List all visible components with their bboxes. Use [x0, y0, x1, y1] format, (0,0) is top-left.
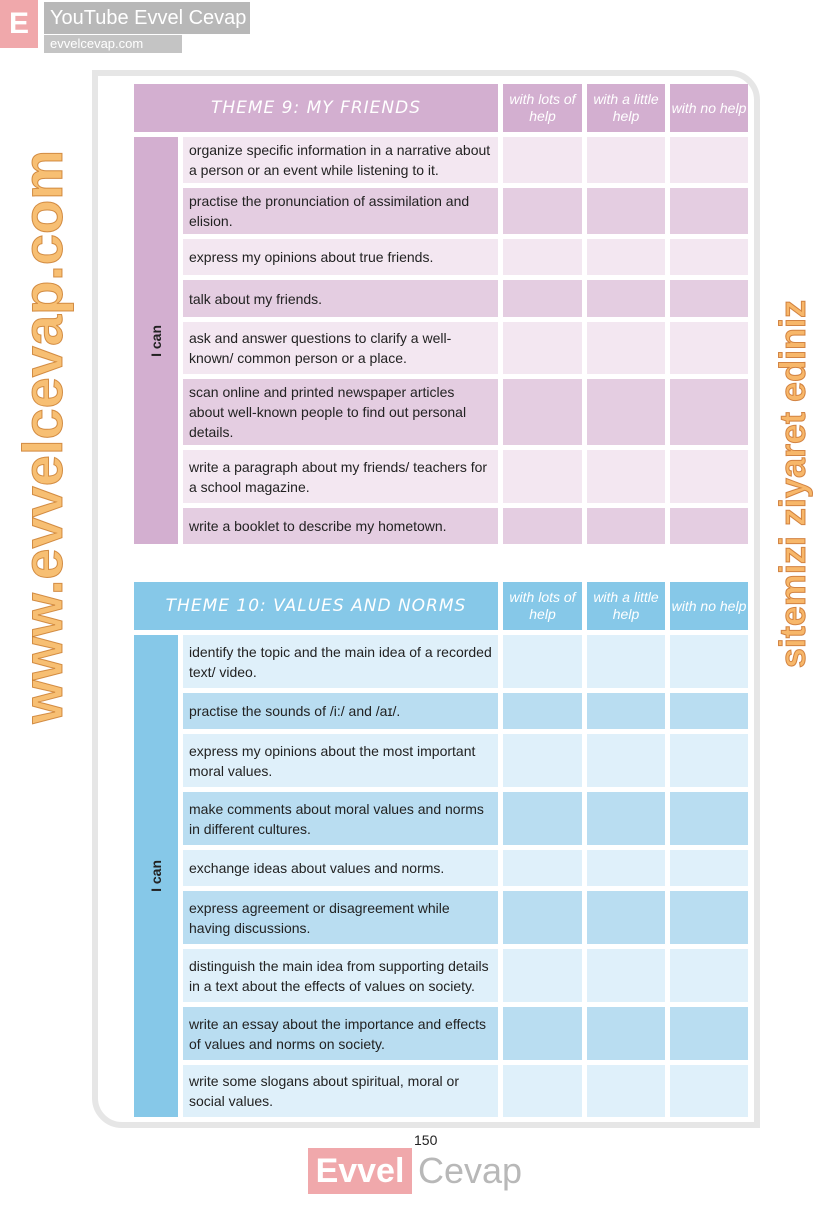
rating-cell[interactable] — [587, 280, 665, 317]
can-do-statement: talk about my friends. — [183, 280, 498, 317]
can-do-statement: write a booklet to describe my hometown. — [183, 508, 498, 544]
rating-cell[interactable] — [503, 792, 582, 845]
rating-cell[interactable] — [670, 239, 748, 275]
can-do-statement: express agreement or disagreement while having discussions. — [183, 891, 498, 944]
page-column — [0, 70, 831, 1208]
rating-cell[interactable] — [587, 188, 665, 234]
rating-cell[interactable] — [503, 239, 582, 275]
can-do-statement: make comments about moral values and norms in different cultures. — [183, 792, 498, 845]
rating-cell[interactable] — [670, 635, 748, 688]
rating-cell[interactable] — [503, 734, 582, 787]
rating-cell[interactable] — [670, 280, 748, 317]
rating-cell[interactable] — [503, 188, 582, 234]
footer-logo-evvel: Evvel — [308, 1148, 412, 1194]
page-footer — [0, 1128, 831, 1208]
rating-cell[interactable] — [503, 1007, 582, 1060]
rating-cell[interactable] — [587, 734, 665, 787]
rating-cell[interactable] — [503, 949, 582, 1002]
page-frame — [92, 70, 760, 1128]
rating-cell[interactable] — [670, 693, 748, 729]
theme-10-title: THEME 10: VALUES AND NORMS — [134, 582, 498, 630]
rating-cell[interactable] — [670, 792, 748, 845]
theme-9-table — [134, 84, 754, 544]
i-can-label — [134, 137, 178, 544]
rating-cell[interactable] — [587, 792, 665, 845]
rating-cell[interactable] — [670, 1065, 748, 1117]
rating-cell[interactable] — [587, 508, 665, 544]
i-can-label — [134, 635, 178, 1117]
rating-cell[interactable] — [503, 508, 582, 544]
rating-cell[interactable] — [587, 239, 665, 275]
watermark: www.evvelcevap.com — [11, 150, 74, 724]
column-header: with a little help — [587, 582, 665, 630]
can-do-statement: write some slogans about spiritual, moral or social values. — [183, 1065, 498, 1117]
rating-cell[interactable] — [670, 322, 748, 374]
rating-cell[interactable] — [670, 1007, 748, 1060]
column-header: with no help — [670, 84, 748, 132]
i-can-text: I can — [148, 860, 164, 892]
can-do-statement: distinguish the main idea from supporting details in a text about the effects of values on society. — [183, 949, 498, 1002]
site-label: evvelcevap.com — [44, 35, 182, 53]
can-do-statement: express my opinions about true friends. — [183, 239, 498, 275]
rating-cell[interactable] — [587, 1007, 665, 1060]
rating-cell[interactable] — [670, 891, 748, 944]
rating-cell[interactable] — [670, 949, 748, 1002]
can-do-statement: practise the sounds of /i:/ and /aɪ/. — [183, 693, 498, 729]
column-header: with a little help — [587, 84, 665, 132]
rating-cell[interactable] — [587, 450, 665, 503]
can-do-statement: express my opinions about the most important moral values. — [183, 734, 498, 787]
rating-cell[interactable] — [503, 891, 582, 944]
column-header: with lots of help — [503, 582, 582, 630]
rating-cell[interactable] — [587, 1065, 665, 1117]
can-do-statement: practise the pronunciation of assimilation and elision. — [183, 188, 498, 234]
can-do-statement: identify the topic and the main idea of a recorded text/ video. — [183, 635, 498, 688]
can-do-statement: organize specific information in a narrative about a person or an event while listening to it. — [183, 137, 498, 183]
rating-cell[interactable] — [503, 450, 582, 503]
rating-cell[interactable] — [503, 280, 582, 317]
rating-cell[interactable] — [503, 322, 582, 374]
rating-cell[interactable] — [670, 734, 748, 787]
rating-cell[interactable] — [670, 137, 748, 183]
rating-cell[interactable] — [587, 137, 665, 183]
rating-cell[interactable] — [670, 379, 748, 445]
rating-cell[interactable] — [503, 379, 582, 445]
rating-cell[interactable] — [670, 450, 748, 503]
rating-cell[interactable] — [503, 693, 582, 729]
rating-cell[interactable] — [503, 635, 582, 688]
footer-logo-cevap: Cevap — [418, 1150, 523, 1191]
rating-cell[interactable] — [503, 1065, 582, 1117]
theme-9-title: THEME 9: MY FRIENDS — [134, 84, 498, 132]
rating-cell[interactable] — [587, 949, 665, 1002]
can-do-statement: scan online and printed newspaper articles about well-known people to find out personal details. — [183, 379, 498, 445]
can-do-statement: write an essay about the importance and effects of values and norms on society. — [183, 1007, 498, 1060]
rating-cell[interactable] — [587, 891, 665, 944]
rating-cell[interactable] — [587, 635, 665, 688]
can-do-statement: ask and answer questions to clarify a well-known/ common person or a place. — [183, 322, 498, 374]
self-assessment-tables — [134, 84, 754, 1117]
rating-cell[interactable] — [503, 137, 582, 183]
theme-10-table — [134, 582, 754, 1117]
rating-cell[interactable] — [670, 850, 748, 886]
column-header: with no help — [670, 582, 748, 630]
rating-cell[interactable] — [587, 379, 665, 445]
rating-cell[interactable] — [670, 188, 748, 234]
can-do-statement: write a paragraph about my friends/ teachers for a school magazine. — [183, 450, 498, 503]
watermark-secondary: sitemizi ziyaret ediniz — [772, 300, 813, 669]
column-header: with lots of help — [503, 84, 582, 132]
page-number: 150 — [414, 1132, 438, 1148]
rating-cell[interactable] — [587, 850, 665, 886]
rating-cell[interactable] — [670, 508, 748, 544]
can-do-statement: exchange ideas about values and norms. — [183, 850, 498, 886]
logo-mark: E — [0, 0, 38, 48]
top-logo — [0, 0, 260, 56]
youtube-label: YouTube Evvel Cevap — [44, 2, 250, 34]
rating-cell[interactable] — [503, 850, 582, 886]
rating-cell[interactable] — [587, 322, 665, 374]
rating-cell[interactable] — [587, 693, 665, 729]
i-can-text: I can — [148, 324, 164, 357]
